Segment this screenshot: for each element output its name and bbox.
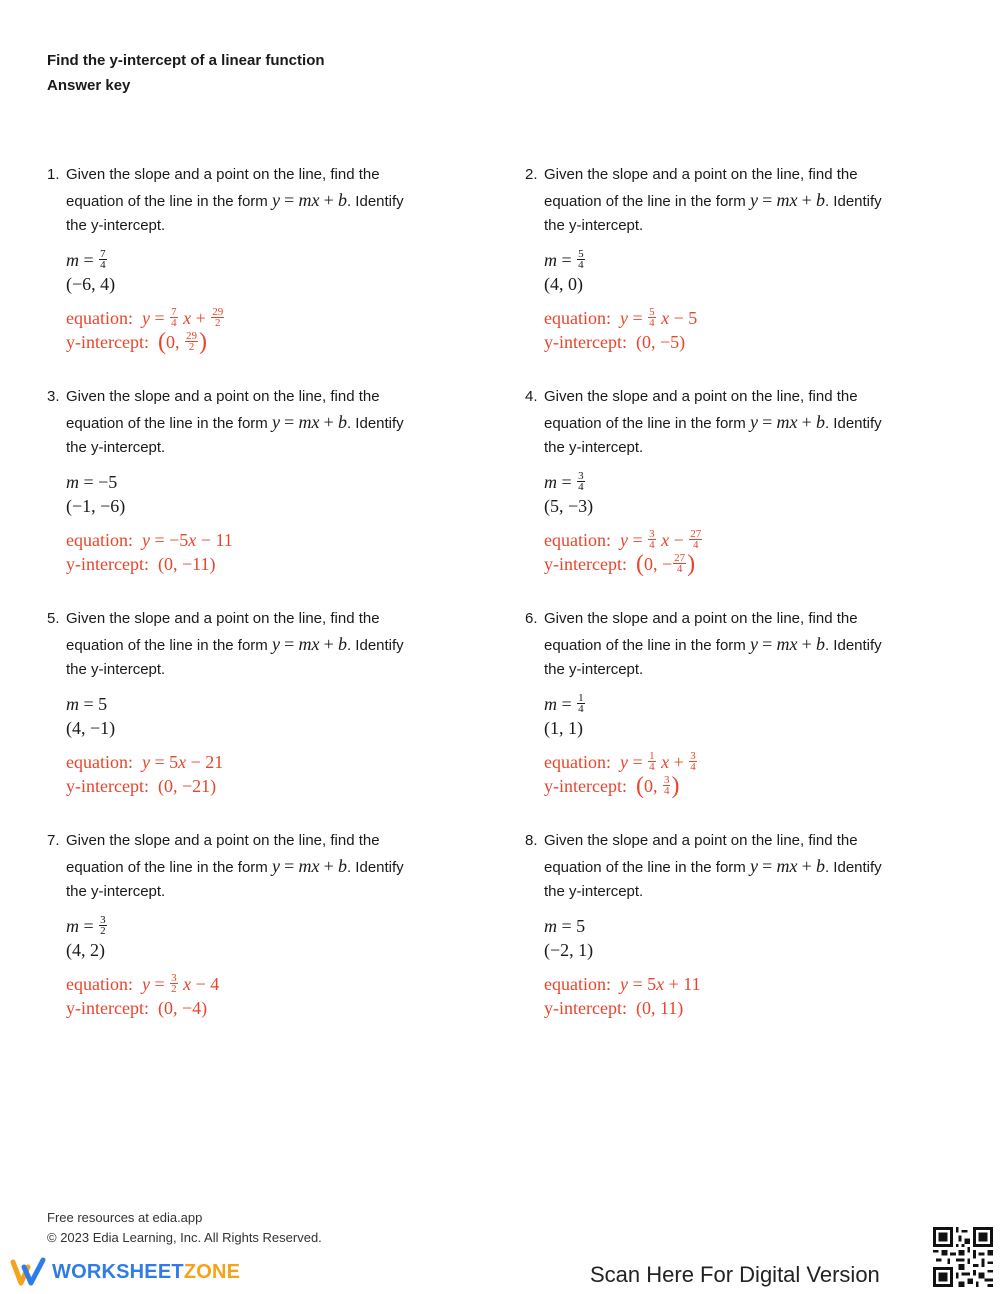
problem-number: 2. [525,166,538,183]
instruction-line: Given the slope and a point on the line, find the [544,388,858,405]
answer-block [47,972,467,1021]
instruction-line: equation of the line in the form y = mx + b. Identify [544,855,882,876]
instruction-line: Given the slope and a point on the line, find the [544,832,858,849]
scan-text: Scan Here For Digital Version [590,1262,880,1287]
instruction-line: Given the slope and a point on the line, find the [544,610,858,627]
instruction-line: the y-intercept. [544,661,644,678]
problem-statement [47,829,467,905]
problem-statement [525,385,945,461]
problem-number: 8. [525,832,538,849]
instruction-line: the y-intercept. [66,661,166,678]
y-intercept-answer: y-intercept: (0, − $\frac{27}{4}$ ) [544,550,696,577]
instruction-line: the y-intercept. [66,217,166,234]
problem-statement [47,385,467,461]
equation-answer: equation: y = $\frac{3}{4}$ x − $\frac{27}{4}$ [544,527,702,551]
slope-value: m = −5 [66,471,118,492]
slope-value: m = $\frac{1}{4}$ [544,691,584,715]
problem-3 [47,385,467,577]
qr-code-icon[interactable] [933,1227,993,1287]
slope-value: m = $\frac{3}{2}$ [66,913,106,937]
equation-answer: equation: y = 5x + 11 [544,973,701,994]
problem-5 [47,607,467,799]
slope-value: m = 5 [544,915,586,936]
y-intercept-answer: y-intercept: (0, $\frac{3}{4}$ ) [544,772,680,799]
given-values [525,692,945,741]
problem-2 [525,163,945,355]
slope-value: m = $\frac{5}{4}$ [544,247,584,271]
y-intercept-answer: y-intercept: (0, −21) [66,776,217,796]
equation-answer: equation: y = $\frac{1}{4}$ x + $\frac{3}{4}$ [544,749,696,773]
given-values [47,470,467,519]
given-values [525,914,945,963]
problem-statement [47,163,467,239]
problem-statement [47,607,467,683]
y-intercept-answer: y-intercept: (0, −11) [66,554,216,574]
slope-value: m = $\frac{7}{4}$ [66,247,106,271]
equation-answer: equation: y = −5x − 11 [66,529,233,550]
point-value: (−2, 1) [544,940,594,960]
answer-block [525,750,945,799]
instruction-line: Given the slope and a point on the line, find the [544,166,858,183]
slope-value: m = 5 [66,693,108,714]
answer-block [47,306,467,355]
footer-copyright: © 2023 Edia Learning, Inc. All Rights Reserved. [47,1230,322,1245]
worksheet-title: Find the y-intercept of a linear function [47,52,325,69]
instruction-line: the y-intercept. [66,883,166,900]
problem-number: 7. [47,832,60,849]
problem-number: 6. [525,610,538,627]
worksheet-subtitle: Answer key [47,77,131,94]
instruction-line: equation of the line in the form y = mx + b. Identify [66,633,404,654]
footer-resources: Free resources at edia.app [47,1210,203,1225]
point-value: (4, 2) [66,940,105,960]
worksheet-header [47,48,325,98]
point-value: (1, 1) [544,718,583,738]
instruction-line: equation of the line in the form y = mx + b. Identify [66,411,404,432]
point-value: (4, 0) [544,274,583,294]
given-values [525,470,945,519]
point-value: (4, −1) [66,718,116,738]
given-values [525,248,945,297]
y-intercept-answer: y-intercept: (0, 11) [544,998,684,1018]
instruction-line: Given the slope and a point on the line, find the [66,610,380,627]
logo-w-icon [10,1257,46,1287]
problem-number: 5. [47,610,60,627]
logo-word-zone: ZONE [183,1260,241,1283]
problem-statement [525,829,945,905]
given-values [47,248,467,297]
given-values [47,692,467,741]
problem-number: 3. [47,388,60,405]
instruction-line: equation of the line in the form y = mx + b. Identify [544,411,882,432]
equation-answer: equation: y = 5x − 21 [66,751,224,772]
problem-1 [47,163,467,355]
logo-word-worksheet: WORKSHEET [52,1260,184,1283]
answer-block [525,972,945,1021]
answer-block [47,528,467,577]
instruction-line: Given the slope and a point on the line, find the [66,832,380,849]
problem-number: 4. [525,388,538,405]
instruction-line: the y-intercept. [544,439,644,456]
footer-credits [47,1208,322,1248]
slope-value: m = $\frac{3}{4}$ [544,469,584,493]
instruction-line: the y-intercept. [544,883,644,900]
instruction-line: equation of the line in the form y = mx + b. Identify [544,189,882,210]
answer-block [525,528,945,577]
problem-7 [47,829,467,1021]
problem-4 [525,385,945,577]
equation-answer: equation: y = $\frac{7}{4}$ x + $\frac{29}{2}$ [66,305,224,329]
instruction-line: equation of the line in the form y = mx + b. Identify [544,633,882,654]
y-intercept-answer: y-intercept: (0, −4) [66,998,208,1018]
given-values [47,914,467,963]
point-value: (5, −3) [544,496,594,516]
problem-6 [525,607,945,799]
worksheet-zone-logo [10,1257,240,1287]
problem-statement [525,163,945,239]
instruction-line: Given the slope and a point on the line, find the [66,166,380,183]
instruction-line: the y-intercept. [66,439,166,456]
problem-statement [525,607,945,683]
point-value: (−1, −6) [66,496,126,516]
instruction-line: equation of the line in the form y = mx + b. Identify [66,189,404,210]
equation-answer: equation: y = $\frac{5}{4}$ x − 5 [544,305,698,329]
answer-block [525,306,945,355]
equation-answer: equation: y = $\frac{3}{2}$ x − 4 [66,971,220,995]
y-intercept-answer: y-intercept: (0, $\frac{29}{2}$ ) [66,328,207,355]
answer-block [47,750,467,799]
problem-8 [525,829,945,1021]
instruction-line: Given the slope and a point on the line, find the [66,388,380,405]
problem-number: 1. [47,166,60,183]
y-intercept-answer: y-intercept: (0, −5) [544,332,686,352]
point-value: (−6, 4) [66,274,116,294]
instruction-line: equation of the line in the form y = mx + b. Identify [66,855,404,876]
instruction-line: the y-intercept. [544,217,644,234]
